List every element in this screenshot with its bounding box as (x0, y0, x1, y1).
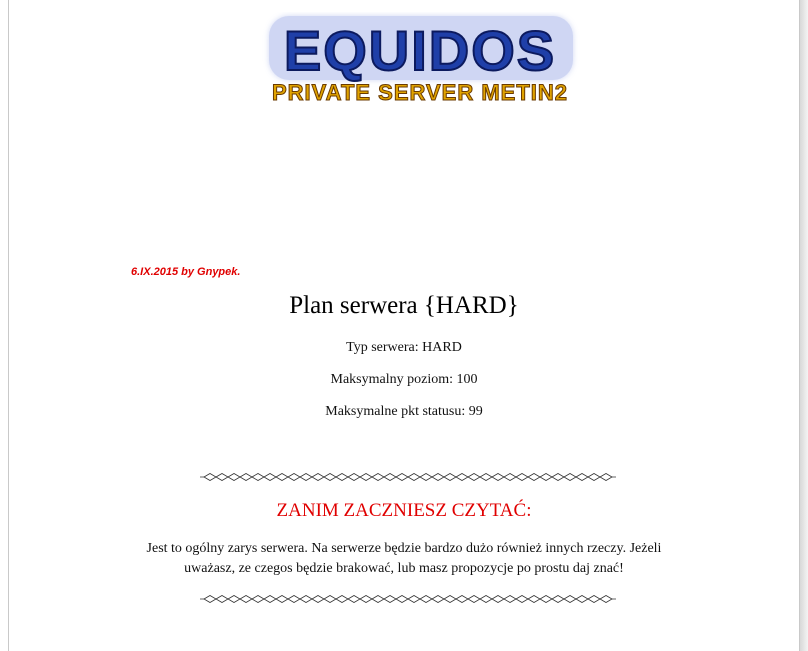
warning-heading: ZANIM ZACZNIESZ CZYTAĆ: (276, 500, 532, 521)
server-type-line: Typ serwera: HARD (346, 340, 462, 355)
ornament-divider (200, 594, 616, 604)
logo-title: EQUIDOS (283, 19, 557, 82)
equidos-logo (255, 12, 585, 108)
page-title: Plan serwera {HARD} (289, 292, 519, 319)
ornament-divider (200, 472, 616, 482)
logo-subtitle: PRIVATE SERVER METIN2 (271, 80, 569, 105)
max-level-line: Maksymalny poziom: 100 (330, 372, 478, 387)
page-left-edge (8, 0, 9, 651)
intro-paragraph: Jest to ogólny zarys serwera. Na serwerze będzie bardzo dużo również innych rzeczy. Jeżeli uważasz, ze czegos będzie brakować, lub masz propozycje po prostu daj znać! (146, 541, 662, 576)
page-shadow (800, 0, 808, 651)
author-date-line: 6.IX.2015 by Gnypek. (131, 266, 241, 278)
max-status-line: Maksymalne pkt statusu: 99 (325, 404, 483, 419)
